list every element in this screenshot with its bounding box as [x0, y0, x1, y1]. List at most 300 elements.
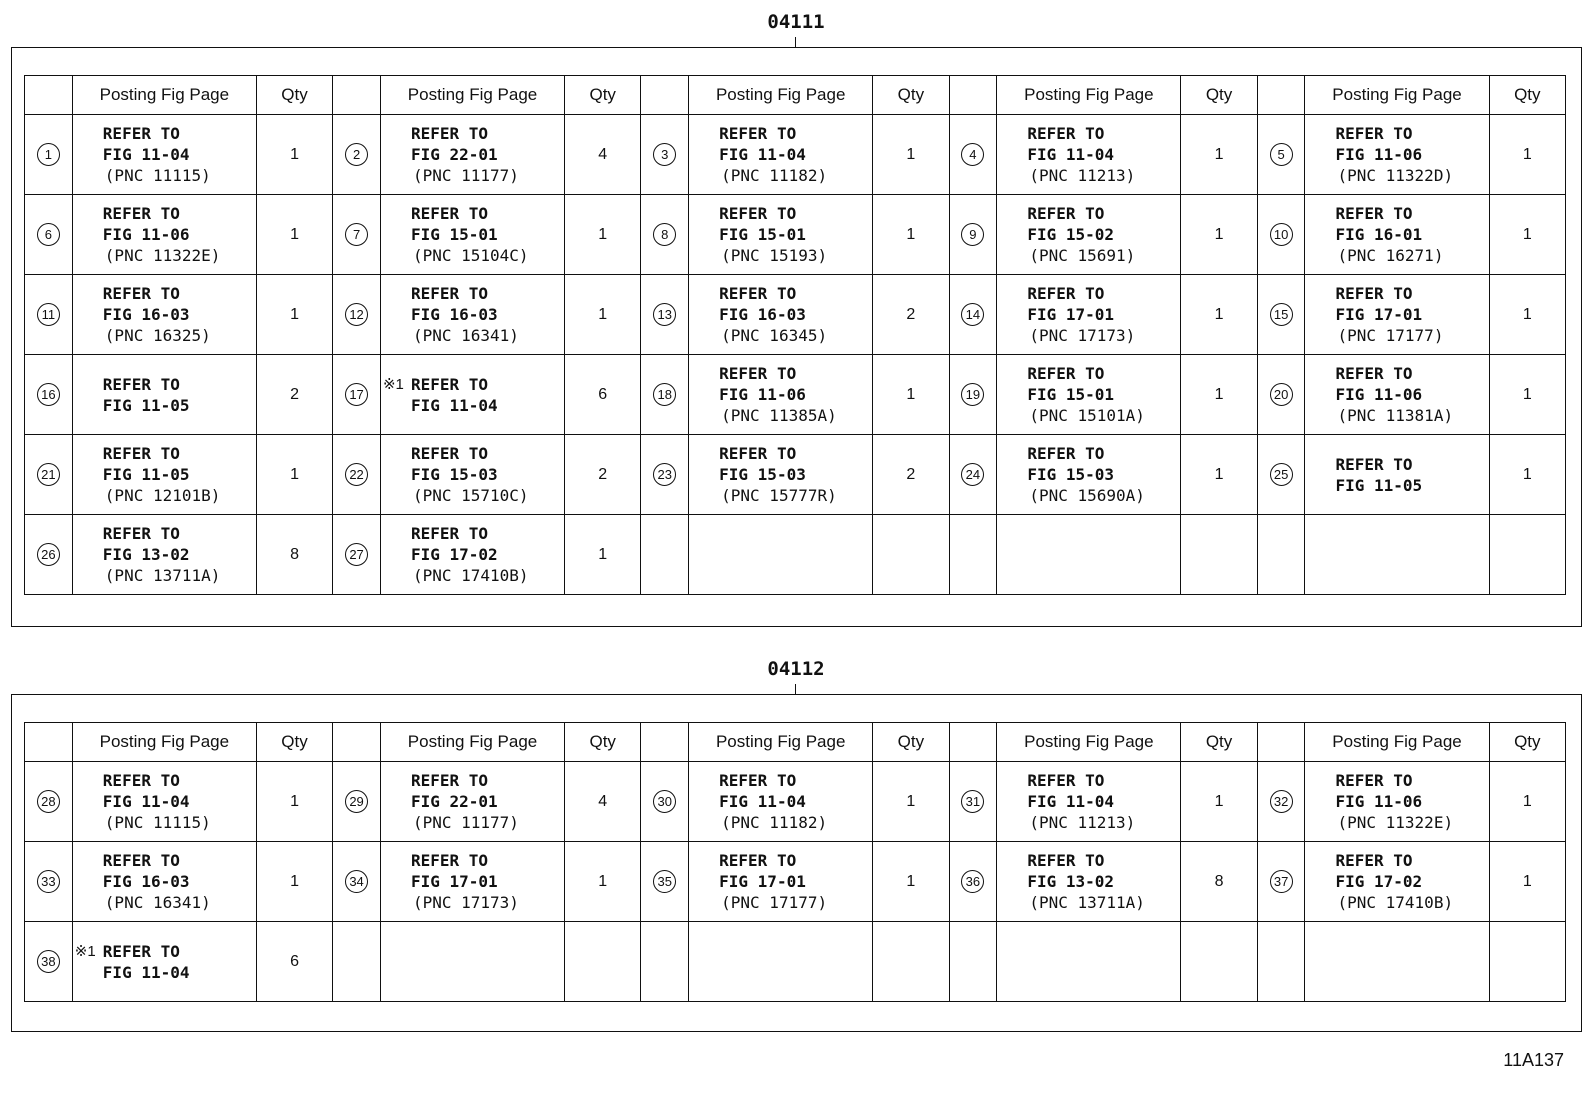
- ref-number-badge: 8: [653, 223, 676, 246]
- qty-value: 1: [906, 225, 916, 243]
- qty-cell: [1181, 195, 1257, 275]
- ref-text: [1305, 454, 1488, 496]
- ref-number-badge: 22: [345, 463, 368, 486]
- qty-cell: [565, 115, 641, 195]
- fig-ref-link[interactable]: FIG 11-06: [1335, 145, 1423, 164]
- fig-ref-link[interactable]: FIG 11-05: [102, 465, 190, 484]
- ref-text: [73, 850, 256, 913]
- refer-to-label: REFER TO: [410, 444, 489, 463]
- qty-cell: [256, 842, 332, 922]
- header-posting-fig-page: Posting Fig Page: [1305, 723, 1489, 762]
- ref-number-badge: 1: [37, 143, 60, 166]
- qty-value: 1: [906, 792, 916, 810]
- ref-text: [1305, 363, 1488, 426]
- header-num: [333, 76, 381, 115]
- qty-cell: [1181, 275, 1257, 355]
- pnc-code: (PNC 11213): [1029, 166, 1136, 185]
- ref-text: [73, 123, 256, 186]
- ref-text: [997, 850, 1180, 913]
- ref-cell: [72, 922, 256, 1002]
- qty-cell: [1489, 842, 1565, 922]
- fig-ref-link[interactable]: FIG 11-04: [1027, 792, 1115, 811]
- fig-ref-link[interactable]: FIG 17-01: [1335, 305, 1423, 324]
- qty-value: 1: [1522, 385, 1532, 403]
- ref-cell: [72, 515, 256, 595]
- refer-to-label: REFER TO: [719, 204, 797, 223]
- fig-ref-link[interactable]: FIG 15-03: [1027, 465, 1115, 484]
- qty-cell: [1181, 115, 1257, 195]
- ref-cell: [689, 762, 873, 842]
- header-posting-fig-page: Posting Fig Page: [997, 76, 1181, 115]
- refer-to-label: REFER TO: [719, 851, 797, 870]
- qty-cell: [873, 115, 949, 195]
- refer-to-label: REFER TO: [102, 284, 180, 303]
- ref-number-cell: [25, 275, 73, 355]
- qty-cell: [565, 515, 641, 595]
- qty-value: 1: [1214, 305, 1224, 323]
- fig-ref-link[interactable]: FIG 11-06: [719, 385, 806, 404]
- qty-cell: [1489, 275, 1565, 355]
- ref-cell: [380, 842, 564, 922]
- fig-ref-link[interactable]: FIG 17-01: [1027, 305, 1115, 324]
- fig-ref-link[interactable]: FIG 13-02: [1027, 872, 1115, 891]
- ref-text: [689, 203, 872, 266]
- qty-cell: [1489, 435, 1565, 515]
- qty-cell: [1181, 762, 1257, 842]
- ref-text: [1305, 770, 1488, 833]
- ref-number-badge: 17: [345, 383, 368, 406]
- ref-number-cell: [949, 435, 997, 515]
- ref-number-badge: 37: [1270, 870, 1293, 893]
- qty-value: 1: [290, 145, 299, 163]
- ref-cell: [689, 355, 873, 435]
- ref-number-cell: [949, 275, 997, 355]
- ref-cell: [689, 435, 873, 515]
- qty-cell: [565, 435, 641, 515]
- header-num: [1257, 723, 1305, 762]
- ref-number-cell: [641, 762, 689, 842]
- ref-number-cell: [641, 842, 689, 922]
- ref-number-badge: 36: [961, 870, 984, 893]
- qty-cell: [256, 515, 332, 595]
- ref-cell: [689, 515, 873, 595]
- header-qty: Qty: [256, 76, 332, 115]
- qty-value: 1: [1522, 305, 1532, 323]
- ref-cell: [380, 195, 564, 275]
- qty-value: 1: [906, 385, 916, 403]
- refer-to-label: REFER TO: [410, 524, 489, 543]
- ref-cell: [380, 922, 564, 1002]
- qty-cell: [256, 355, 332, 435]
- ref-text: [689, 363, 872, 426]
- ref-text: [73, 770, 256, 833]
- ref-cell: [689, 115, 873, 195]
- refer-to-label: REFER TO: [719, 364, 797, 383]
- header-posting-fig-page: Posting Fig Page: [380, 723, 564, 762]
- fig-ref-link[interactable]: FIG 17-01: [410, 872, 498, 891]
- ref-number-cell: [25, 842, 73, 922]
- fig-ref-link[interactable]: FIG 11-04: [719, 792, 806, 811]
- pnc-code: (PNC 13711A): [104, 566, 221, 585]
- fig-ref-link[interactable]: FIG 15-01: [1027, 385, 1115, 404]
- ref-number-cell: [333, 515, 381, 595]
- refer-to-label: REFER TO: [1335, 284, 1413, 303]
- ref-text: [381, 850, 564, 913]
- pnc-code: (PNC 11322E): [104, 246, 221, 265]
- ref-cell: [1305, 515, 1489, 595]
- fig-ref-link[interactable]: FIG 16-03: [719, 305, 806, 324]
- qty-value: 1: [1522, 872, 1532, 890]
- ref-number-badge: 33: [37, 870, 60, 893]
- ref-number-badge: 34: [345, 870, 368, 893]
- ref-text: [1305, 203, 1488, 266]
- header-num: [25, 723, 73, 762]
- qty-cell: [565, 762, 641, 842]
- qty-cell: [1489, 355, 1565, 435]
- ref-text: [73, 443, 256, 506]
- ref-text: [689, 283, 872, 346]
- refer-to-label: REFER TO: [102, 941, 180, 961]
- qty-value: 2: [906, 305, 916, 323]
- header-qty: Qty: [873, 76, 949, 115]
- table-row: [25, 842, 1566, 922]
- qty-value: 1: [1522, 145, 1532, 163]
- qty-cell: [1489, 115, 1565, 195]
- qty-value: 1: [1522, 792, 1532, 810]
- pnc-code: (PNC 15104C): [412, 246, 529, 265]
- qty-value: 1: [1214, 792, 1224, 810]
- refer-to-label: REFER TO: [410, 124, 489, 143]
- fig-ref-link[interactable]: FIG 11-05: [102, 395, 190, 415]
- qty-value: 1: [1522, 465, 1532, 483]
- ref-cell: [997, 355, 1181, 435]
- section-leader-line: [795, 37, 796, 47]
- ref-number-badge: 11: [37, 303, 60, 326]
- parts-reference-table: [24, 722, 1566, 1002]
- qty-cell: [565, 195, 641, 275]
- ref-number-badge: 7: [345, 223, 368, 246]
- qty-value: 8: [290, 545, 299, 563]
- ref-number-cell: [333, 762, 381, 842]
- ref-number-badge: 35: [653, 870, 676, 893]
- ref-text: [73, 523, 256, 586]
- fig-ref-link[interactable]: FIG 16-03: [102, 872, 190, 891]
- section-label: 04112: [767, 658, 825, 680]
- fig-ref-link[interactable]: FIG 17-02: [1335, 872, 1423, 891]
- ref-number-cell: [949, 515, 997, 595]
- ref-cell: [72, 355, 256, 435]
- fig-ref-link[interactable]: FIG 13-02: [102, 545, 190, 564]
- ref-cell: [689, 842, 873, 922]
- ref-number-cell: [641, 922, 689, 1002]
- qty-cell: [1181, 922, 1257, 1002]
- ref-text: [997, 363, 1180, 426]
- ref-number-badge: 12: [345, 303, 368, 326]
- ref-text: [689, 443, 872, 506]
- header-qty: Qty: [256, 723, 332, 762]
- fig-ref-link[interactable]: FIG 15-03: [719, 465, 806, 484]
- ref-number-cell: [949, 842, 997, 922]
- qty-value: 1: [290, 792, 299, 810]
- pnc-code: (PNC 17173): [1029, 326, 1136, 345]
- ref-number-badge: 31: [961, 790, 984, 813]
- ref-number-cell: [333, 842, 381, 922]
- ref-number-cell: [1257, 195, 1305, 275]
- refer-to-label: REFER TO: [719, 124, 797, 143]
- ref-number-cell: [333, 355, 381, 435]
- qty-value: 1: [1214, 145, 1224, 163]
- ref-number-badge: 5: [1270, 143, 1293, 166]
- qty-cell: [256, 762, 332, 842]
- figure-id: 11A137: [1503, 1050, 1564, 1070]
- ref-cell: [72, 115, 256, 195]
- qty-cell: [873, 762, 949, 842]
- fig-ref-link[interactable]: FIG 22-01: [410, 792, 498, 811]
- table-row: [25, 762, 1566, 842]
- refer-to-label: REFER TO: [1335, 204, 1413, 223]
- ref-number-cell: [25, 922, 73, 1002]
- ref-cell: [1305, 195, 1489, 275]
- header-qty: Qty: [565, 76, 641, 115]
- refer-to-label: REFER TO: [719, 771, 797, 790]
- pnc-code: (PNC 16271): [1337, 246, 1444, 265]
- fig-ref-link[interactable]: FIG 22-01: [410, 145, 498, 164]
- ref-text: [73, 374, 256, 416]
- fig-ref-link[interactable]: FIG 11-06: [102, 225, 190, 244]
- fig-ref-link[interactable]: FIG 11-04: [410, 395, 498, 415]
- refer-to-label: REFER TO: [102, 204, 180, 223]
- pnc-code: (PNC 15691): [1029, 246, 1136, 265]
- header-posting-fig-page: Posting Fig Page: [689, 76, 873, 115]
- qty-cell: [256, 275, 332, 355]
- ref-number-badge: 9: [961, 223, 984, 246]
- ref-cell: [380, 115, 564, 195]
- ref-number-cell: [1257, 355, 1305, 435]
- ref-text: [997, 770, 1180, 833]
- ref-number-cell: [25, 115, 73, 195]
- fig-ref-link[interactable]: FIG 15-02: [1027, 225, 1115, 244]
- header-posting-fig-page: Posting Fig Page: [997, 723, 1181, 762]
- refer-to-label: REFER TO: [410, 284, 489, 303]
- qty-cell: [256, 195, 332, 275]
- ref-cell: [72, 435, 256, 515]
- ref-number-badge: 38: [37, 950, 60, 973]
- pnc-code: (PNC 11213): [1029, 813, 1136, 832]
- fig-ref-link[interactable]: FIG 15-01: [719, 225, 806, 244]
- header-posting-fig-page: Posting Fig Page: [689, 723, 873, 762]
- ref-number-cell: [1257, 922, 1305, 1002]
- refer-to-label: REFER TO: [1027, 204, 1105, 223]
- qty-value: 1: [598, 545, 608, 563]
- qty-cell: [1489, 195, 1565, 275]
- ref-number-cell: [25, 515, 73, 595]
- qty-value: 1: [598, 225, 608, 243]
- ref-number-cell: [25, 355, 73, 435]
- pnc-code: (PNC 16341): [412, 326, 519, 345]
- ref-cell: [1305, 275, 1489, 355]
- qty-value: 2: [290, 385, 299, 403]
- ref-text: [997, 283, 1180, 346]
- ref-cell: [689, 275, 873, 355]
- qty-value: 4: [598, 792, 608, 810]
- refer-to-label: REFER TO: [102, 124, 180, 143]
- ref-cell: [997, 275, 1181, 355]
- fig-ref-link[interactable]: FIG 11-04: [102, 792, 190, 811]
- pnc-code: (PNC 11177): [412, 813, 519, 832]
- refer-to-label: REFER TO: [1027, 444, 1105, 463]
- refer-to-label: REFER TO: [102, 851, 180, 870]
- ref-number-cell: [949, 115, 997, 195]
- pnc-code: (PNC 16341): [104, 893, 211, 912]
- refer-to-label: REFER TO: [1027, 284, 1105, 303]
- ref-number-badge: 18: [653, 383, 676, 406]
- ref-text: [1305, 850, 1488, 913]
- fig-ref-link[interactable]: FIG 11-04: [102, 145, 190, 164]
- header-num: [333, 723, 381, 762]
- refer-to-label: REFER TO: [102, 444, 180, 463]
- qty-cell: [873, 195, 949, 275]
- qty-cell: [873, 275, 949, 355]
- header-row: [25, 76, 1566, 115]
- ref-cell: [1305, 762, 1489, 842]
- qty-cell: [873, 355, 949, 435]
- refer-to-label: REFER TO: [102, 374, 180, 394]
- ref-number-badge: 32: [1270, 790, 1293, 813]
- refer-to-label: REFER TO: [1335, 124, 1413, 143]
- fig-ref-link[interactable]: FIG 17-02: [410, 545, 498, 564]
- qty-value: 6: [598, 385, 608, 403]
- ref-text: [381, 443, 564, 506]
- fig-ref-link[interactable]: FIG 11-06: [1335, 792, 1423, 811]
- pnc-code: (PNC 15101A): [1029, 406, 1145, 425]
- fig-ref-link[interactable]: FIG 16-03: [410, 305, 498, 324]
- ref-cell: [1305, 355, 1489, 435]
- ref-cell: [1305, 842, 1489, 922]
- ref-text: [381, 770, 564, 833]
- header-qty: Qty: [1489, 76, 1565, 115]
- qty-value: 1: [290, 305, 299, 323]
- qty-cell: [565, 842, 641, 922]
- ref-cell: [380, 355, 564, 435]
- ref-number-cell: [25, 762, 73, 842]
- qty-value: 1: [906, 145, 916, 163]
- ref-number-badge: 15: [1270, 303, 1293, 326]
- ref-number-badge: 2: [345, 143, 368, 166]
- fig-ref-link[interactable]: FIG 11-04: [102, 962, 190, 982]
- ref-text: [381, 374, 564, 416]
- header-num: [641, 723, 689, 762]
- qty-cell: [1181, 355, 1257, 435]
- qty-cell: [1489, 922, 1565, 1002]
- pnc-code: (PNC 12101B): [104, 486, 221, 505]
- qty-cell: [873, 842, 949, 922]
- pnc-code: (PNC 17173): [412, 893, 519, 912]
- qty-cell: [1181, 435, 1257, 515]
- ref-number-cell: [641, 275, 689, 355]
- qty-value: 1: [1214, 465, 1224, 483]
- refer-to-label: REFER TO: [719, 444, 797, 463]
- ref-cell: [72, 275, 256, 355]
- ref-text: [689, 850, 872, 913]
- refer-to-label: REFER TO: [1027, 851, 1105, 870]
- fig-ref-link[interactable]: FIG 15-03: [410, 465, 498, 484]
- ref-text: [689, 123, 872, 186]
- pnc-code: (PNC 16325): [104, 326, 211, 345]
- ref-text: [73, 203, 256, 266]
- ref-number-badge: 14: [961, 303, 984, 326]
- ref-number-cell: [333, 115, 381, 195]
- ref-cell: [72, 762, 256, 842]
- ref-cell: [997, 762, 1181, 842]
- qty-value: 1: [1214, 225, 1224, 243]
- table-row: [25, 355, 1566, 435]
- qty-cell: [873, 435, 949, 515]
- ref-cell: [997, 922, 1181, 1002]
- header-posting-fig-page: Posting Fig Page: [72, 723, 256, 762]
- refer-to-label: REFER TO: [1335, 851, 1413, 870]
- qty-cell: [565, 355, 641, 435]
- ref-cell: [997, 195, 1181, 275]
- ref-text: [1305, 123, 1488, 186]
- ref-number-cell: [333, 195, 381, 275]
- ref-number-cell: [641, 435, 689, 515]
- ref-cell: [997, 515, 1181, 595]
- ref-number-badge: 4: [961, 143, 984, 166]
- qty-cell: [1489, 515, 1565, 595]
- header-qty: Qty: [873, 723, 949, 762]
- pnc-code: (PNC 13711A): [1029, 893, 1145, 912]
- ref-number-cell: [333, 922, 381, 1002]
- header-qty: Qty: [565, 723, 641, 762]
- ref-number-badge: 28: [37, 790, 60, 813]
- fig-ref-link[interactable]: FIG 11-06: [1335, 385, 1423, 404]
- pnc-code: (PNC 15777R): [721, 486, 837, 505]
- fig-ref-link[interactable]: FIG 17-01: [719, 872, 806, 891]
- footnote-mark: ※1: [74, 942, 96, 960]
- fig-ref-link[interactable]: FIG 11-05: [1335, 475, 1423, 495]
- refer-to-label: REFER TO: [410, 851, 489, 870]
- fig-ref-link[interactable]: FIG 11-04: [719, 145, 806, 164]
- qty-value: 1: [598, 305, 608, 323]
- ref-number-cell: [641, 195, 689, 275]
- footnote-mark: ※1: [382, 375, 404, 393]
- pnc-code: (PNC 11381A): [1337, 406, 1454, 425]
- qty-value: 1: [290, 465, 299, 483]
- qty-value: 1: [290, 225, 299, 243]
- fig-ref-link[interactable]: FIG 16-03: [102, 305, 190, 324]
- ref-text: [73, 283, 256, 346]
- header-qty: Qty: [1489, 723, 1565, 762]
- fig-ref-link[interactable]: FIG 11-04: [1027, 145, 1115, 164]
- ref-cell: [1305, 115, 1489, 195]
- ref-number-cell: [641, 115, 689, 195]
- fig-ref-link[interactable]: FIG 15-01: [410, 225, 498, 244]
- ref-text: [997, 123, 1180, 186]
- header-posting-fig-page: Posting Fig Page: [1305, 76, 1489, 115]
- ref-cell: [1305, 922, 1489, 1002]
- ref-cell: [689, 195, 873, 275]
- table-row: [25, 275, 1566, 355]
- ref-number-cell: [1257, 115, 1305, 195]
- pnc-code: (PNC 11177): [412, 166, 519, 185]
- refer-to-label: REFER TO: [410, 771, 489, 790]
- ref-number-badge: 26: [37, 543, 60, 566]
- refer-to-label: REFER TO: [1027, 771, 1105, 790]
- ref-cell: [380, 275, 564, 355]
- ref-cell: [72, 195, 256, 275]
- ref-number-badge: 27: [345, 543, 368, 566]
- fig-ref-link[interactable]: FIG 16-01: [1335, 225, 1423, 244]
